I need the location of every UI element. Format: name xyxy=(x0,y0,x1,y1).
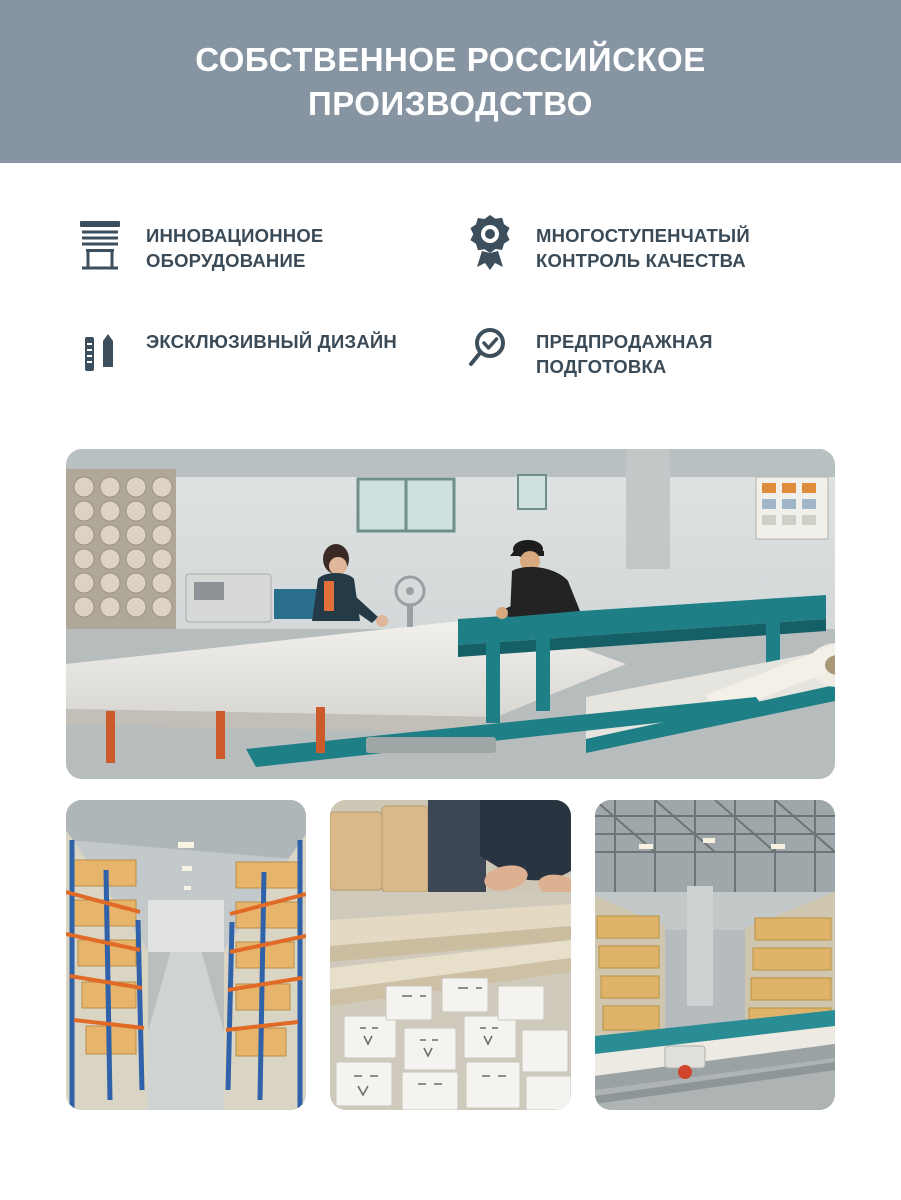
packaging-boxes-photo xyxy=(330,800,571,1110)
magnifier-check-icon xyxy=(462,319,518,379)
feature-label: ИННОВАЦИОННОЕ ОБОРУДОВАНИЕ xyxy=(146,225,324,271)
feature-item xyxy=(72,215,462,321)
design-pen-icon xyxy=(72,323,128,383)
feature-item xyxy=(462,321,832,427)
header-banner xyxy=(0,0,901,163)
production-hall-photo xyxy=(595,800,835,1110)
page-title: СОБСТВЕННОЕ РОССИЙСКОЕ ПРОИЗВОДСТВО xyxy=(195,40,706,122)
feature-item xyxy=(72,321,462,427)
quality-award-icon xyxy=(462,211,518,271)
features-grid xyxy=(72,215,832,427)
warehouse-racks-photo xyxy=(66,800,306,1110)
feature-label: ПРЕДПРОДАЖНАЯ ПОДГОТОВКА xyxy=(536,331,713,377)
feature-label: МНОГОСТУПЕНЧАТЫЙ КОНТРОЛЬ КАЧЕСТВА xyxy=(536,225,750,271)
feature-label: ЭКСКЛЮЗИВНЫЙ ДИЗАЙН xyxy=(146,331,397,352)
roller-blind-icon xyxy=(72,215,128,275)
factory-cutting-table-photo xyxy=(66,449,835,779)
feature-item xyxy=(462,215,832,321)
